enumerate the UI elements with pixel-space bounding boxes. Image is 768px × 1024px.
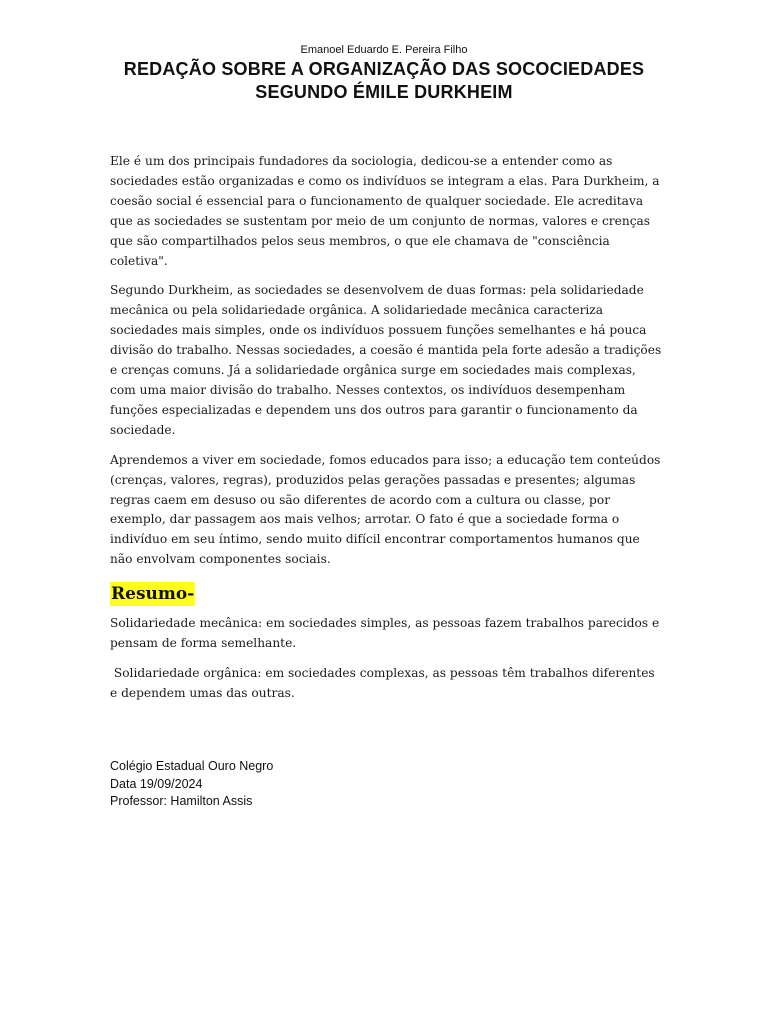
document-title bbox=[60, 58, 708, 104]
paragraph-2: Segundo Durkheim, as sociedades se desenvolvem de duas formas: pela solidariedade mecânica ou pela solidariedade orgânica. A solidariedade mecânica caracteriza sociedades mais simples, onde os indivíduos possuem funções semelhantes e há pouca divisão do trabalho. Nessas sociedades, a coesão é mantida pela forte adesão a tradições e crenças comuns. Já a solidariedade orgânica surge em sociedades mais complexas, com uma maior divisão do trabalho. Nesses contextos, os indivíduos desempenham funções especializadas e dependem uns dos outros para garantir o funcionamento da sociedade. bbox=[110, 283, 662, 437]
summary-heading: Resumo- bbox=[111, 584, 195, 605]
footer-school: Colégio Estadual Ouro Negro bbox=[110, 759, 274, 773]
document-footer bbox=[110, 758, 510, 811]
title-line-1: REDAÇÃO SOBRE A ORGANIZAÇÃO DAS SOCOCIEDADES bbox=[123, 59, 645, 79]
summary-item-mechanical: Solidariedade mecânica: em sociedades simples, as pessoas fazem trabalhos parecidos e pensam de forma semelhante. bbox=[110, 616, 660, 651]
footer-teacher: Professor: Hamilton Assis bbox=[110, 794, 253, 808]
footer-date: Data 19/09/2024 bbox=[110, 776, 203, 791]
document-body bbox=[110, 152, 662, 714]
summary-item-organic: Solidariedade orgânica: em sociedades complexas, as pessoas têm trabalhos diferentes e dependem umas das outras. bbox=[110, 665, 659, 700]
summary-section bbox=[110, 580, 662, 704]
paragraph-1: Ele é um dos principais fundadores da sociologia, dedicou-se a entender como as sociedades estão organizadas e como os indivíduos se integram a elas. Para Durkheim, a coesão social é essencial para o funcionamento de qualquer sociedade. Ele acreditava que as sociedades se sustentam por meio de um conjunto de normas, valores e crenças que são compartilhados pelos seus membros, o que ele chamava de "consciência coletiva". bbox=[110, 154, 660, 268]
paragraph-3: Aprendemos a viver em sociedade, fomos educados para isso; a educação tem conteúdos (crenças, valores, regras), produzidos pelas gerações passadas e presentes; algumas regras caem em desuso ou são diferentes de acordo com a cultura ou classe, por exemplo, dar passagem aos mais velhos; arrotar. O fato é que a sociedade forma o indivíduo em seu íntimo, sendo muito difícil encontrar comportamentos humanos que não envolvam componentes sociais. bbox=[110, 452, 661, 567]
author-name: Emanoel Eduardo E. Pereira Filho bbox=[300, 44, 468, 56]
title-line-2: SEGUNDO ÉMILE DURKHEIM bbox=[255, 82, 513, 102]
